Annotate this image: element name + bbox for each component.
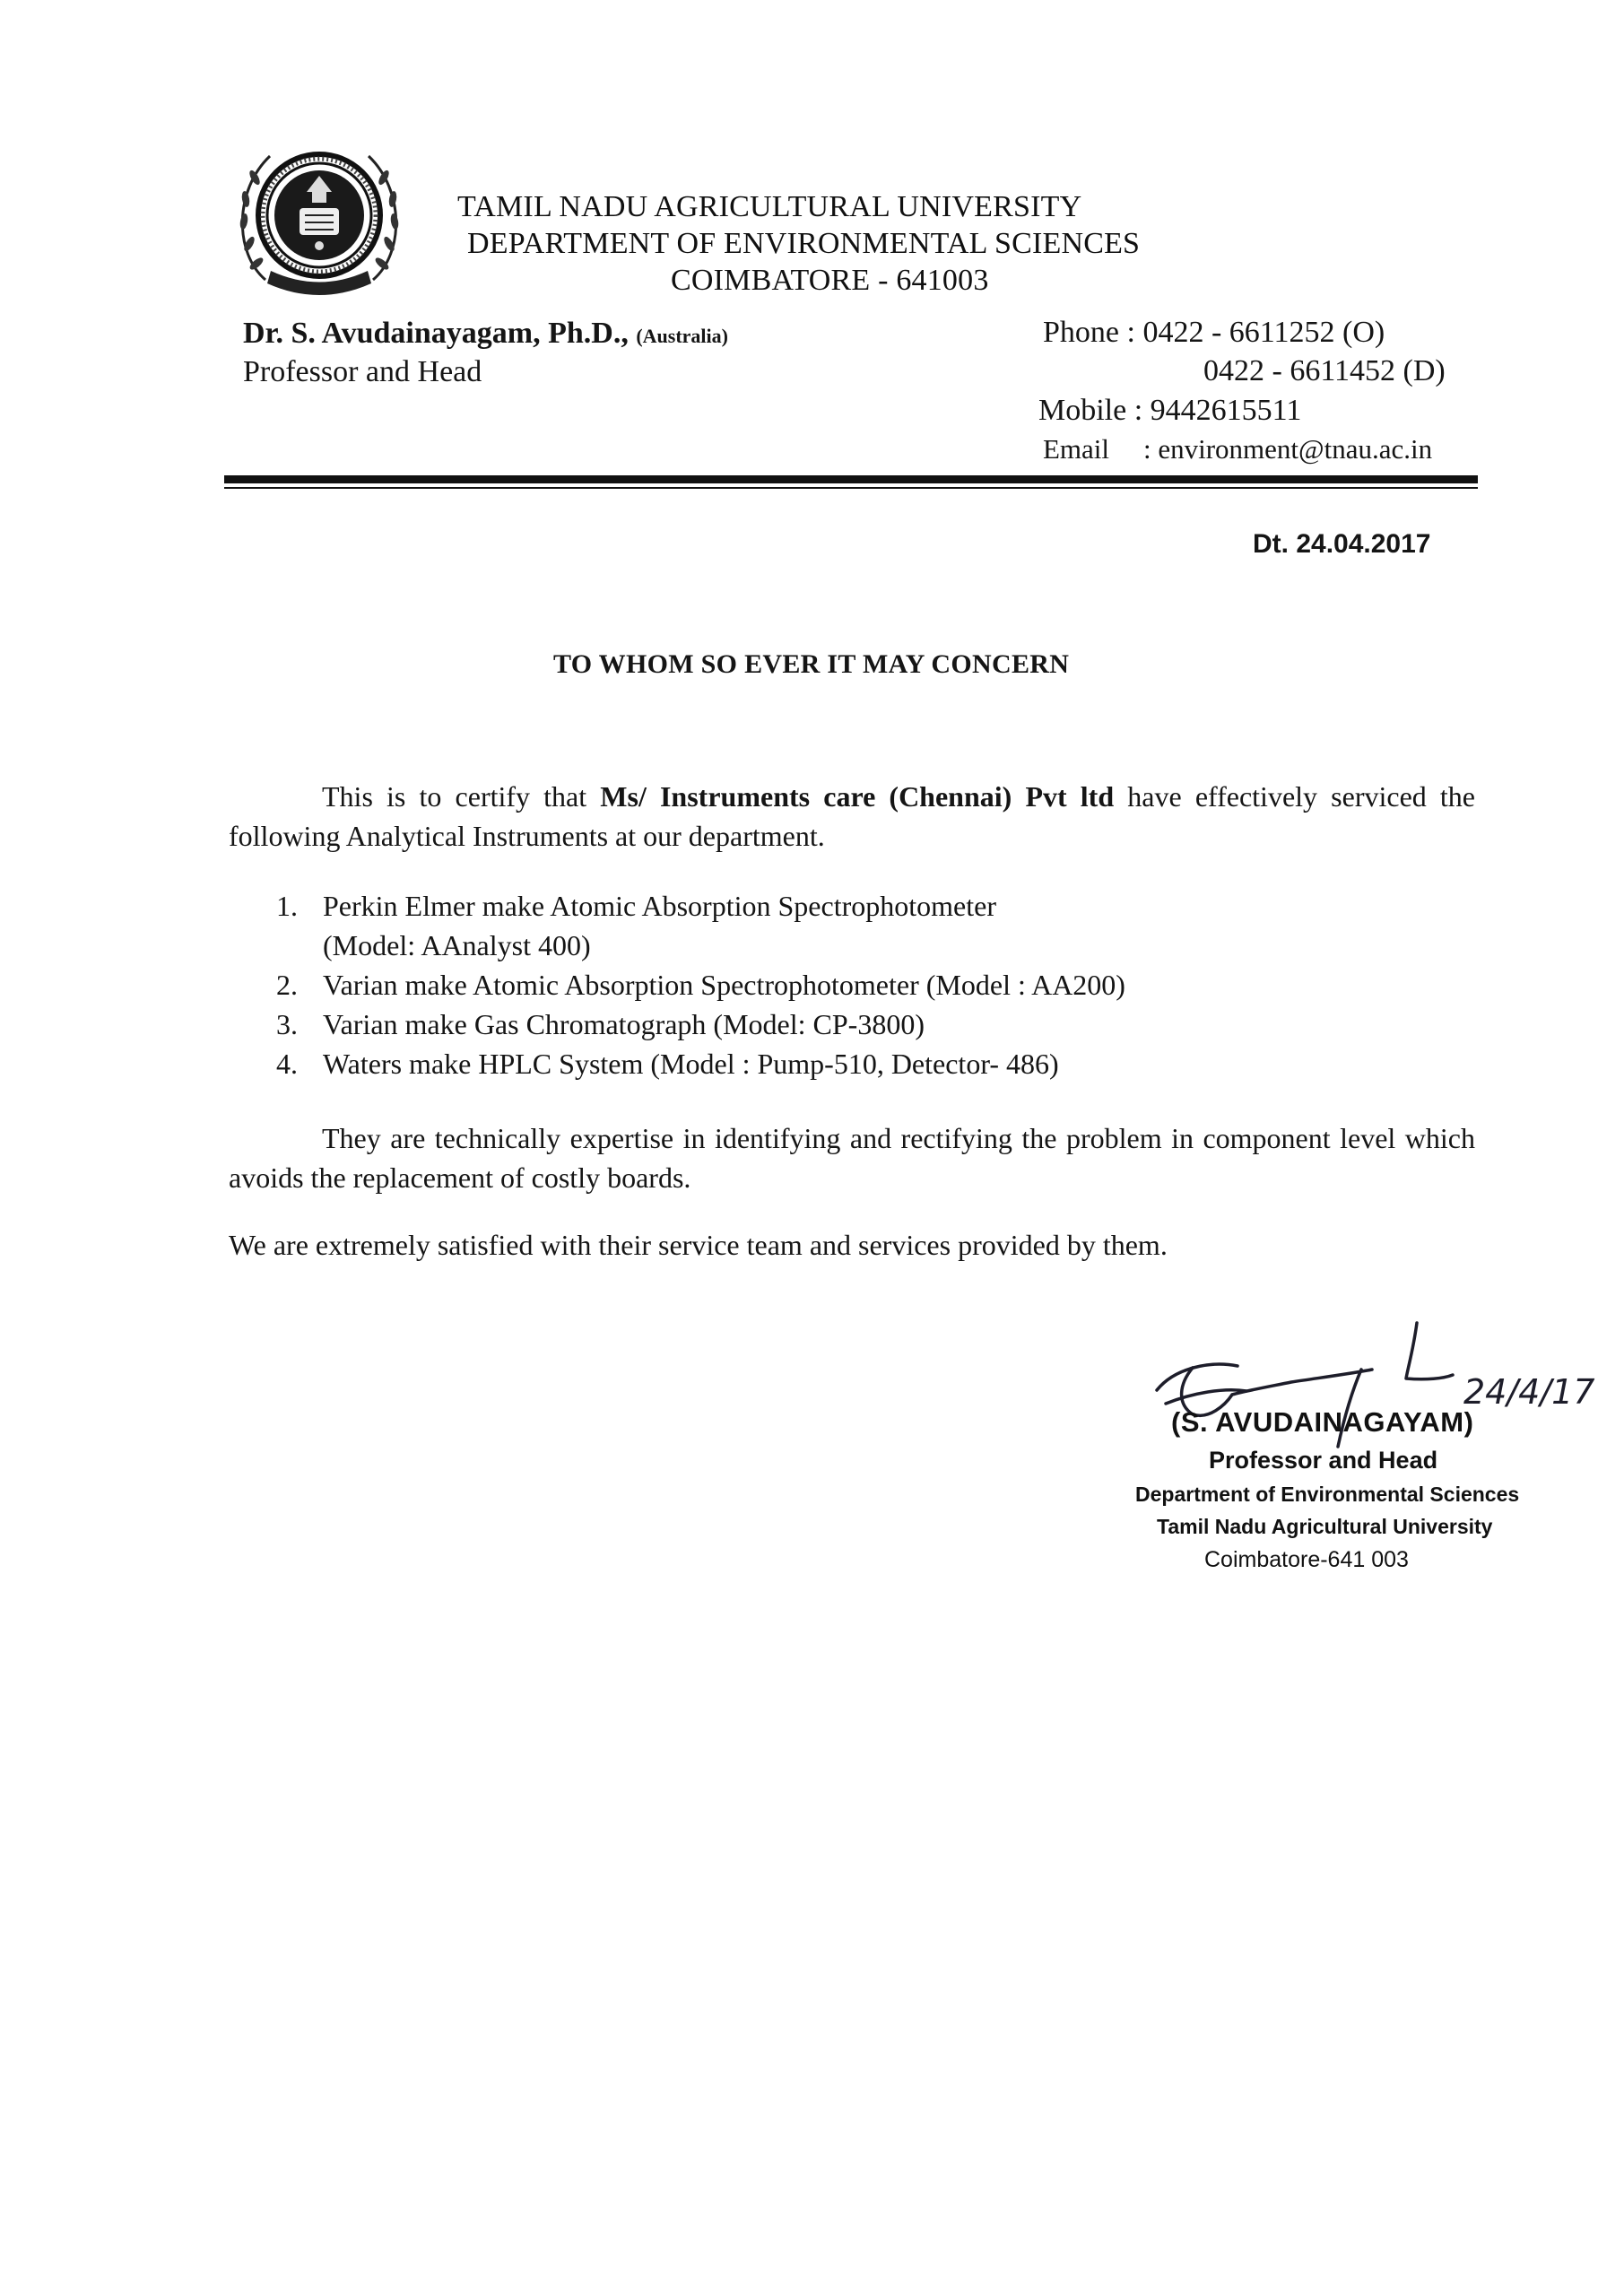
list-item-number: 3.	[276, 1008, 298, 1040]
department-name: DEPARTMENT OF ENVIRONMENTAL SCIENCES	[467, 227, 1141, 260]
satisfaction-paragraph: We are extremely satisfied with their service team and services provided by them.	[229, 1229, 1168, 1261]
list-item-text: Waters make HPLC System (Model : Pump-510, Detector- 486)	[323, 1048, 1059, 1080]
letterhead-rule-thin	[224, 487, 1478, 489]
certification-rest: have effectively serviced the following Analytical Instruments at our department.	[229, 780, 1476, 852]
officer-designation: Professor and Head	[243, 355, 482, 388]
phone-office: Phone : 0422 - 6611252 (O)	[1043, 316, 1385, 349]
letter-date: Dt. 24.04.2017	[1253, 529, 1431, 559]
university-name: TAMIL NADU AGRICULTURAL UNIVERSITY	[457, 190, 1082, 223]
stamp-university: Tamil Nadu Agricultural University	[1157, 1515, 1493, 1538]
list-item	[269, 1044, 1489, 1083]
certification-paragraph	[229, 777, 1475, 856]
stamp-city: Coimbatore-641 003	[1204, 1547, 1409, 1572]
list-item-number: 4.	[276, 1048, 298, 1080]
list-item	[269, 886, 1489, 965]
officer-name: Dr. S. Avudainayagam, Ph.D.,	[243, 317, 629, 350]
list-item-number: 2.	[276, 969, 298, 1001]
stamp-name: (S. AVUDAINAGAYAM)	[1171, 1406, 1474, 1438]
letterhead-rule-thick	[224, 475, 1478, 483]
list-item	[269, 965, 1489, 1004]
email-address: : environment@tnau.ac.in	[1143, 433, 1433, 465]
phone-direct: 0422 - 6611452 (D)	[1203, 354, 1446, 387]
officer-qualifier: (Australia)	[636, 325, 728, 347]
list-item-number: 1.	[276, 890, 298, 922]
certification-intro: This is to certify that	[322, 780, 601, 813]
email-line	[1043, 430, 1432, 468]
university-seal-icon	[230, 136, 409, 296]
email-label: Email	[1043, 433, 1110, 465]
list-item-text: Perkin Elmer make Atomic Absorption Spectrophotometer	[323, 890, 996, 922]
mobile-number: Mobile : 9442615511	[1038, 394, 1302, 427]
list-item-text: Varian make Gas Chromatograph (Model: CP-3800)	[323, 1008, 925, 1040]
officer-name-line	[243, 315, 728, 355]
stamp-title: Professor and Head	[1209, 1447, 1438, 1474]
letter-heading: TO WHOM SO EVER IT MAY CONCERN	[553, 649, 1070, 679]
university-city: COIMBATORE - 641003	[671, 264, 989, 297]
list-item-text: Varian make Atomic Absorption Spectrophotometer (Model : AA200)	[323, 969, 1125, 1001]
expertise-paragraph	[229, 1118, 1475, 1197]
expertise-text: They are technically expertise in identifying and rectifying the problem in component level which avoids the replacement of costly boards.	[229, 1122, 1475, 1194]
list-item-model: (Model: AAnalyst 400)	[323, 929, 591, 961]
list-item	[269, 1004, 1489, 1044]
instrument-list	[269, 886, 1489, 1083]
handwritten-date: 24/4/17	[1463, 1372, 1595, 1412]
stamp-department: Department of Environmental Sciences	[1135, 1483, 1520, 1506]
company-name: Ms/ Instruments care (Chennai) Pvt ltd	[600, 780, 1115, 813]
